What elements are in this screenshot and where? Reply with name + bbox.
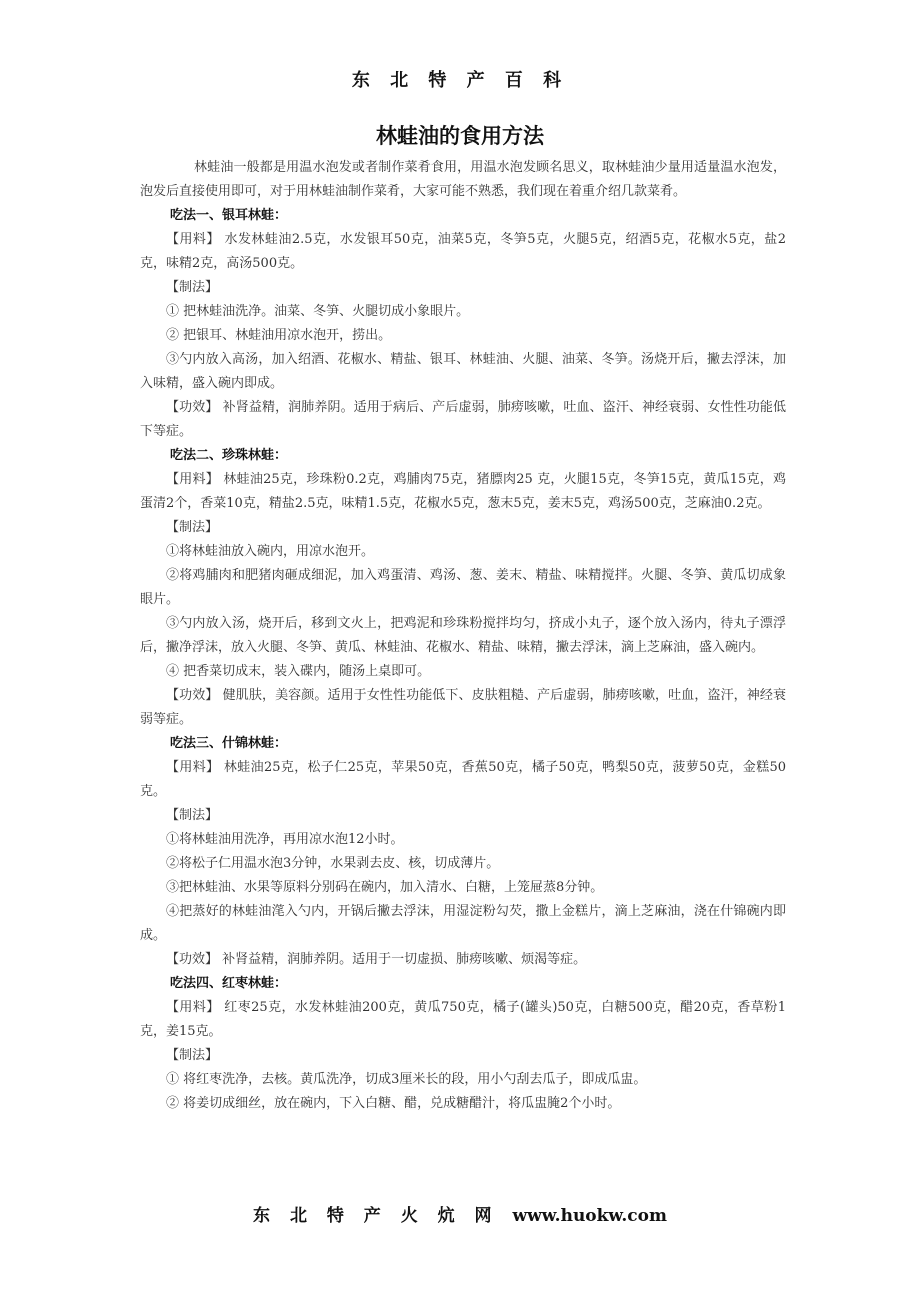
method-step: ①将林蛙油放入碗内，用凉水泡开。 — [166, 544, 375, 559]
method-step: ② 把银耳、林蛙油用凉水泡开，捞出。 — [166, 328, 392, 343]
method-step: ③把林蛙油、水果等原料分别码在碗内，加入清水、白糖，上笼屉蒸8分钟。 — [166, 880, 604, 895]
method-label: 【制法】 — [166, 1048, 219, 1063]
method-label: 【制法】 — [166, 520, 219, 535]
page-footer — [0, 1201, 920, 1226]
document-title: 林蛙油的食用方法 — [376, 123, 544, 148]
method-step: ③勺内放入汤，烧开后，移到文火上，把鸡泥和珍珠粉搅拌均匀，挤成小丸子，逐个放入汤内，待丸子漂浮后，撇净浮沫，放入火腿、冬笋、黄瓜、林蛙油、花椒水、精盐、味精，撇去浮沫，滴上芝麻油，盛入碗内。 — [140, 616, 786, 655]
ingredients-paragraph: 【用料】 林蛙油25克，松子仁25克，苹果50克，香蕉50克，橘子50克，鸭梨50克，菠萝50克，金糕50克。 — [140, 760, 786, 799]
effect-paragraph: 【功效】 健肌肤，美容颜。适用于女性性功能低下、皮肤粗糙、产后虚弱，肺痨咳嗽，吐血，盗汗，神经衰弱等症。 — [140, 688, 786, 727]
section-heading: 吃法四、红枣林蛙： — [170, 976, 288, 991]
ingredients-paragraph: 【用料】 红枣25克，水发林蛙油200克，黄瓜750克，橘子(罐头)50克，白糖500克，醋20克，香草粉1克，姜15克。 — [140, 1000, 786, 1039]
effect-paragraph: 【功效】 补肾益精，润肺养阴。适用于一切虚损、肺痨咳嗽、烦渴等症。 — [166, 952, 587, 967]
section-heading: 吃法一、银耳林蛙： — [170, 208, 288, 223]
method-label: 【制法】 — [166, 280, 219, 295]
method-step: ②将鸡脯肉和肥猪肉砸成细泥，加入鸡蛋清、鸡汤、葱、姜末、精盐、味精搅拌。火腿、冬笋、黄瓜切成象眼片。 — [140, 568, 786, 607]
method-step: ④ 把香菜切成末，装入碟内，随汤上桌即可。 — [166, 664, 431, 679]
method-step: ② 将姜切成细丝，放在碗内，下入白糖、醋，兑成糖醋汁，将瓜盅腌2个小时。 — [166, 1096, 621, 1111]
method-step: ① 将红枣洗净，去核。黄瓜洗净，切成3厘米长的段，用小勺刮去瓜子，即成瓜盅。 — [166, 1072, 647, 1087]
effect-paragraph: 【功效】 补肾益精，润肺养阴。适用于病后、产后虚弱，肺痨咳嗽，吐血、盗汗、神经衰弱、女性性功能低下等症。 — [140, 400, 786, 439]
method-step: ②将松子仁用温水泡3分钟，水果剥去皮、核，切成薄片。 — [166, 856, 500, 871]
section-heading: 吃法三、什锦林蛙： — [170, 736, 288, 751]
method-step: ③勺内放入高汤，加入绍酒、花椒水、精盐、银耳、林蛙油、火腿、油菜、冬笋。汤烧开后，撇去浮沫，加入味精，盛入碗内即成。 — [140, 352, 786, 391]
method-step: ④把蒸好的林蛙油滗入勺内，开锅后撇去浮沫，用湿淀粉勾芡，撒上金糕片，滴上芝麻油，浇在什锦碗内即成。 — [140, 904, 786, 943]
ingredients-paragraph: 【用料】 水发林蛙油2.5克，水发银耳50克，油菜5克，冬笋5克，火腿5克，绍酒5克，花椒水5克，盐2克，味精2克，高汤500克。 — [140, 232, 786, 271]
ingredients-paragraph: 【用料】 林蛙油25克，珍珠粉0.2克，鸡脯肉75克，猪膘肉25 克，火腿15克，冬笋15克，黄瓜15克，鸡蛋清2个，香菜10克，精盐2.5克，味精1.5克，花椒水5克，葱末5克，姜末5克，鸡汤500克，芝麻油0.2克。 — [140, 472, 786, 511]
page-header: 东 北 特 产 百 科 — [351, 70, 569, 91]
method-step: ① 把林蛙油洗净。油菜、冬笋、火腿切成小象眼片。 — [166, 304, 470, 319]
footer-url[interactable]: www.huokw.com — [512, 1206, 667, 1226]
method-step: ①将林蛙油用洗净，再用凉水泡12小时。 — [166, 832, 404, 847]
section-heading: 吃法二、珍珠林蛙： — [170, 448, 288, 463]
intro-paragraph: 林蛙油一般都是用温水泡发或者制作菜肴食用，用温水泡发顾名思义，取林蛙油少量用适量温水泡发，泡发后直接使用即可，对于用林蛙油制作菜肴，大家可能不熟悉，我们现在着重介绍几款菜肴。 — [140, 160, 786, 199]
method-label: 【制法】 — [166, 808, 219, 823]
article-body — [140, 156, 786, 1116]
footer-site-name: 东 北 特 产 火 炕 网 — [253, 1206, 499, 1226]
